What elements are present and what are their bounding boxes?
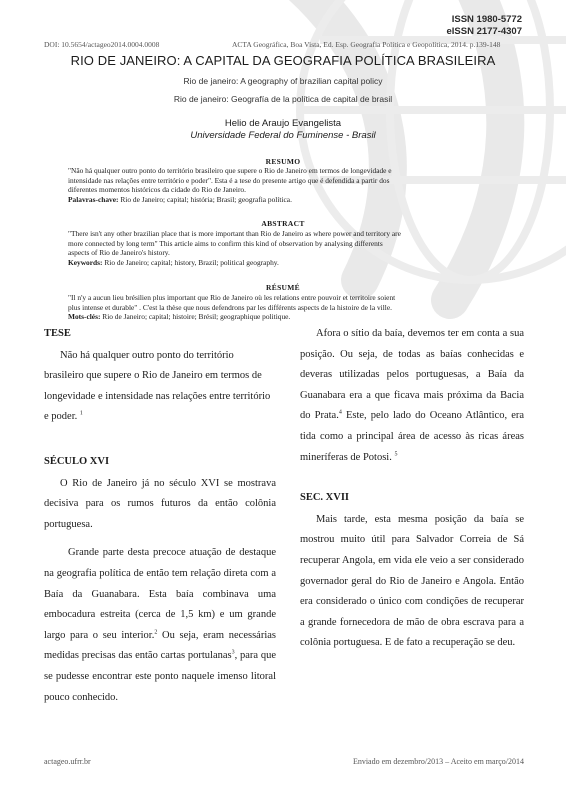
subtitle-spanish: Rio de janeiro: Geografía de la política de capital de brasil <box>173 94 393 104</box>
resume-heading: RÉSUMÉ <box>266 283 300 292</box>
footnote-ref-5[interactable]: 5 <box>394 451 398 458</box>
bay-position-paragraph: Afora o sítio da baía, devemos ter em conta a sua posição. Ou seja, de todas as baías conhecidas e deveras utilizadas pelos portuguesas, a Baía da Guanabara era a que ficava mais próxima da Bacia do Prata.$^4$ Este, pelo lado do Oceano Atlântico, era tida como a principal área de acesso às ricas áreas mineríferas de Potosi. $^5$ <box>300 328 525 463</box>
keywords-label: Palavras-chave: <box>68 194 119 204</box>
body-right-column <box>300 324 524 654</box>
abstract-text: "There isn't any other brazilian place that is more important than Rio de Janeiro as where power and territory are more connected by long term" This article aims to confirm this kind of observation by analysing differents aspects of Rio de Janeiro's history. Keywords: Rio de Janeiro; capital; history, Brazil; political geography. <box>68 229 401 267</box>
keywords-text: Rio de Janeiro; capital; história; Brasil; geografia política. <box>118 194 292 204</box>
body-left-column <box>44 324 276 708</box>
resume-text: "Il n'y a aucun lieu brésilien plus important que Rio de Janeiro où les relations entre pouvoir et territoire soient plus intense et durable" . C'est la thèse que nous defendrons par les différents aspects de la histoire de la ville. Mots-clés: Rio de Janeiro; capital; histoire; Brésil; geographique politique. <box>68 293 396 322</box>
footnote-ref-3[interactable]: 3 <box>231 649 235 656</box>
journal-reference: ACTA Geográfica, Boa Vista, Ed. Esp. Geografia Política e Geopolítica, 2014. p.139-148 <box>232 40 501 49</box>
keywords-label: Keywords: <box>68 257 103 267</box>
footnote-ref-4[interactable]: 4 <box>338 409 342 416</box>
sec-xvii-paragraph: Mais tarde, esta mesma posição da baía se mostrou muito útil para Salvador Correia de Sá recuperar Angola, em vida ele veio a ser considerado governador geral do Rio de Janeiro e Angola. Então era considerado o único com condições de recuperar a grande fornecedora de mão de obra escrava para a colônia portuguesa. E de fato a recuperação se deu. <box>300 513 524 649</box>
seculo-xvi-paragraph-1: O Rio de Janeiro já no século XVI se mostrava decisiva para os rumos futuros da então colônia portuguesa. <box>44 477 276 530</box>
footnote-ref-1[interactable]: 1 <box>79 410 83 417</box>
author-affiliation: Universidade Federal do Fuminense - Brasil <box>190 130 376 141</box>
section-heading-tese: TESE <box>44 328 71 339</box>
article-title: RIO DE JANEIRO: A CAPITAL DA GEOGRAFIA POLÍTICA BRASILEIRA <box>70 53 496 68</box>
eissn: eISSN 2177-4307 <box>446 26 522 37</box>
footnote-ref-2[interactable]: 2 <box>154 629 158 636</box>
tese-paragraph: Não há qualquer outro ponto do território brasileiro que supere o Rio de Janeiro em termos de longevidade e intensidade nas relações entre território e poder. $^1$ <box>44 349 271 423</box>
resumo-text: "Não há qualquer outro ponto do território brasileiro que supere o Rio de Janeiro em termos de longevidade e intensidade nas relações entre território e poder". Esta é a tese do presente artigo que é defendida a partir dos diferentes momentos históricos da cidade do Rio de Janeiro. Palavras-chave: Rio de Janeiro; capital; história; Brasil; geografia política. <box>68 166 392 204</box>
section-heading-seculo-xvi: SÉCULO XVI <box>44 455 110 467</box>
abstract-heading: ABSTRACT <box>261 219 305 228</box>
issn: ISSN 1980-5772 <box>451 14 522 25</box>
resumo-heading: RESUMO <box>265 157 301 166</box>
seculo-xvi-paragraph-2: Grande parte desta precoce atuação de destaque na geografia política de então tem relação direta com a Baía da Guanabara. Esta baía combinava uma embocadura estreita (cerca de 1,5 km) e um grande largo para o seu interior.$^2$ Ou seja, eram necessárias medidas precisas das então cartas portulanas$^3$, para que se pudesse encontrar este ponto naquele imenso litoral pouco conhecido. <box>44 547 276 703</box>
doi-link[interactable]: DOI: 10.5654/actageo2014.0004.0008 <box>44 40 160 49</box>
footer-site-link[interactable]: actageo.ufrr.br <box>44 757 91 766</box>
keywords-text: Rio de Janeiro; capital; histoire; Brésil; geographique politique. <box>100 312 291 322</box>
keywords-label: Mots-clés: <box>68 312 101 322</box>
section-heading-sec-xvii: SEC. XVII <box>300 492 350 504</box>
footer-dates: Enviado em dezembro/2013 – Aceito em março/2014 <box>352 757 524 766</box>
keywords-text: Rio de Janeiro; capital; history, Brazil; political geography. <box>102 257 279 267</box>
subtitle-english: Rio de janeiro: A geography of brazilian capital policy <box>183 76 383 86</box>
author-name: Helio de Araujo Evangelista <box>224 118 342 129</box>
